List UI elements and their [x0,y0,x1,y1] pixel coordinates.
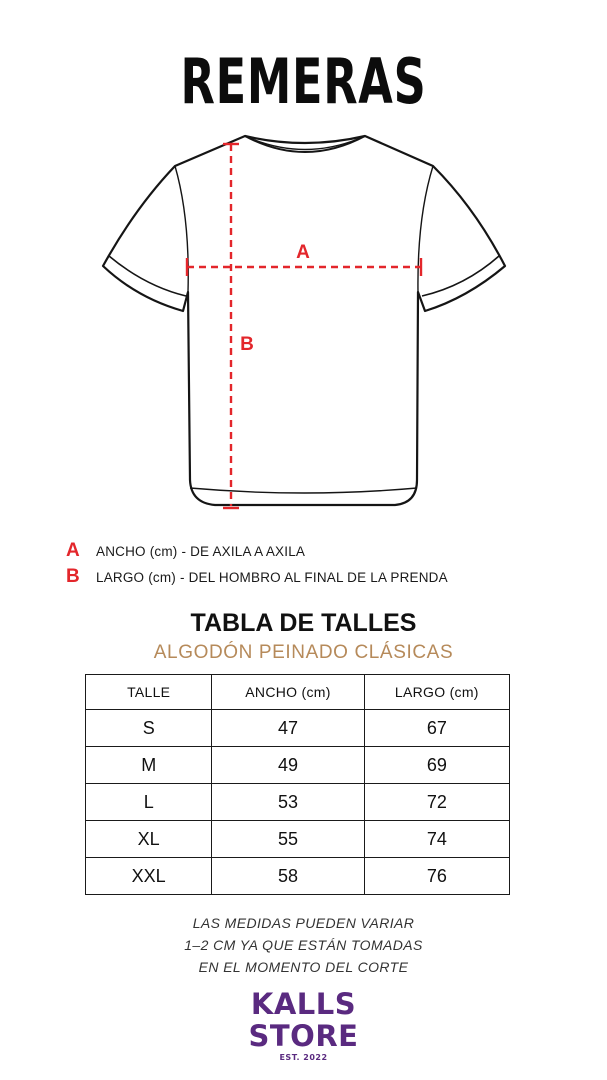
table-cell: 67 [364,710,509,747]
table-cell: 53 [212,784,364,821]
size-table [85,674,510,895]
table-header-row [86,675,510,710]
table-subtitle: ALGODÓN PEINADO CLÁSICAS [153,642,454,663]
column-header: TALLE [86,675,212,710]
page-title: REMERAS [180,45,427,118]
brand-name-line1: KALLS [250,987,357,1021]
note-line: EN EL MOMENTO DEL CORTE [198,959,409,975]
table-row [86,747,510,784]
table-cell: S [86,710,212,747]
measurement-note [0,912,607,978]
table-row [86,858,510,895]
table-row [86,710,510,747]
brand-established: EST. 2022 [279,1053,328,1062]
table-cell: 74 [364,821,509,858]
table-row [86,821,510,858]
table-cell: 58 [212,858,364,895]
legend-item [66,538,586,564]
table-cell: 55 [212,821,364,858]
table-cell: XXL [86,858,212,895]
table-cell: 72 [364,784,509,821]
tshirt-diagram [95,128,515,520]
table-cell: 49 [212,747,364,784]
tshirt-outline-icon [95,128,515,520]
legend-text: LARGO (cm) - DEL HOMBRO AL FINAL DE LA PRENDA [96,569,448,585]
brand-logo [0,988,607,1064]
table-cell: 76 [364,858,509,895]
table-row [86,784,510,821]
measurement-legend [66,538,586,590]
legend-item [66,564,586,590]
column-header: LARGO (cm) [364,675,509,710]
note-line: 1–2 CM YA QUE ESTÁN TOMADAS [184,937,423,953]
legend-text: ANCHO (cm) - DE AXILA A AXILA [96,543,306,559]
legend-letter: A [66,540,80,561]
table-cell: L [86,784,212,821]
label-b: B [240,334,254,355]
brand-name-line2: STORE [248,1019,359,1053]
label-a: A [296,242,310,263]
table-title: TABLA DE TALLES [190,609,417,637]
table-cell: 47 [212,710,364,747]
table-cell: XL [86,821,212,858]
table-cell: 69 [364,747,509,784]
note-line: LAS MEDIDAS PUEDEN VARIAR [192,915,415,931]
table-cell: M [86,747,212,784]
legend-letter: B [66,566,80,587]
column-header: ANCHO (cm) [212,675,364,710]
